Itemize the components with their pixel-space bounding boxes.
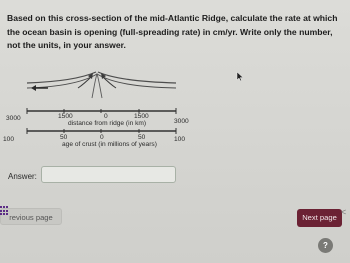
age-right-mid: 50	[138, 134, 146, 141]
distance-center: 0	[104, 113, 108, 120]
ridge-cross-section-diagram	[0, 68, 190, 158]
distance-scale	[6, 108, 189, 127]
distance-left-end: 3000	[6, 115, 21, 122]
mouse-cursor-icon	[236, 71, 244, 82]
distance-right-mid: 1500	[134, 113, 149, 120]
question-text: Based on this cross-section of the mid-Atlantic Ridge, calculate the rate at which the ocean basin is opening (full-spreading rate) in cm/yr. Write only the number, not the units, in your answer.	[7, 13, 338, 50]
age-left-end: 100	[3, 136, 15, 143]
answer-label: Answer:	[8, 172, 37, 181]
next-page-button[interactable]: Next page	[297, 209, 342, 227]
previous-page-button[interactable]: revious page	[0, 208, 62, 225]
age-center: 0	[100, 134, 104, 141]
answer-input[interactable]	[41, 166, 176, 183]
age-right-end: 100	[174, 136, 186, 143]
age-left-mid: 50	[60, 134, 68, 141]
age-axis-label: age of crust (in millions of years)	[62, 141, 157, 148]
grid-menu-icon[interactable]	[0, 206, 9, 216]
help-button[interactable]: ?	[318, 238, 333, 253]
age-scale	[3, 128, 185, 148]
distance-left-mid: 1500	[58, 113, 73, 120]
distance-axis-label: distance from ridge (in km)	[68, 120, 147, 127]
distance-right-end: 3000	[174, 118, 189, 125]
chevron-left-icon[interactable]: <	[341, 207, 347, 217]
